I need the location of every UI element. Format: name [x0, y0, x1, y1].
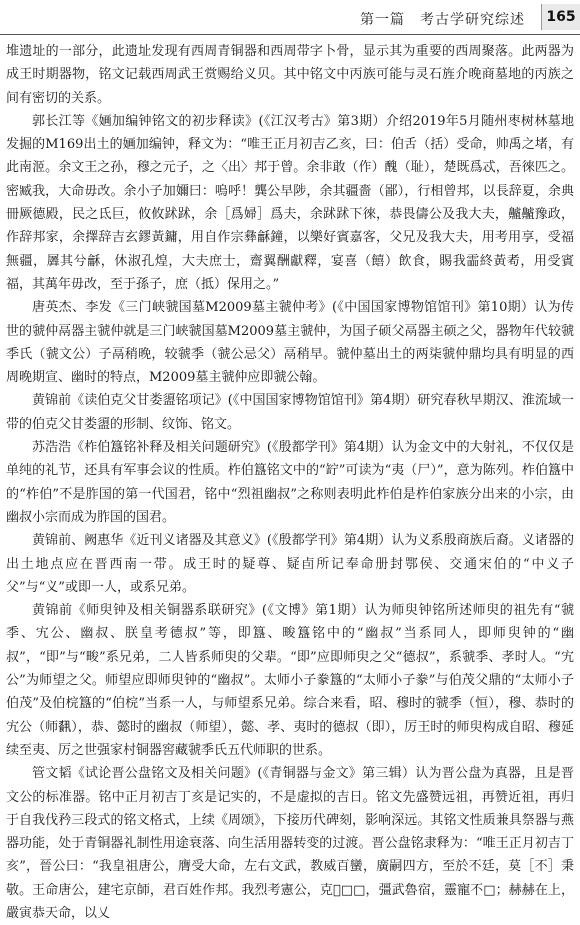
- paragraph: 郭长江等《婳加编钟铭文的初步释读》(《江汉考古》第3期）介绍2019年5月随州枣树林墓地发掘的M169出土的婳加编钟，释文为：“唯王正月初吉乙亥，曰：伯舌（括）受命，帅禹之堵，有此南洍。余文王之孙，穆之元子，之〈出〉邦于曾。余非敢（作）醜（耻），楚既爲忒，吾徠匹之。密臧我，大命毋改。余小子加嬭曰：嗚呼！龔公早陟，余其疆嗇（鄙），行相曾邦，以長辞夏，余典冊厥德殿，民之氐巨，攸攸䟣䟣，余［爲婦］爲夫，余䟣䟣下徠，恭畏儔公及我大夫，齇齇豫政，作辞邦家，余擇辞吉玄鏐黃鏞，用自作宗彝龢鐘，以樂好賓嘉客，父兄及我大夫，用考用享，受福無疆，羼其兮龢，休淑孔煌，大夫庶士，齋翼酬獻釋，宴喜（饎）飲食，賜我霝終黃耇，用受賓福，其萬年毋改，至于孫子，庶（抵）保用之。”: [6, 113, 574, 292]
- page-header: [0, 0, 580, 35]
- paragraph: 管文韬《试论晋公盘铭文及相关问题》(《青铜器与金文》第三辑）认为晋公盘为真器，且是晋文公的标准器。铭中正月初吉丁亥是记实的，不是虚拟的吉日。铭文先盛赞远祖，再赞近祖，再归于自我伐矜三段式的铭文格式，上续《周颂》，下接历代碑刻，影响深远。其铭文性质兼具祭器与燕器功能，处于青铜器礼制性用途衰落、向生活用器转变的过渡。晋公盘铭隶释为：“唯王正月初吉丁亥”，晉公曰：“我皇祖唐公，膺受大命，左右文武，教威百蠻，廣嗣四方，至於不廷，莫［不］秉敬。王命唐公，建宅京師，君百姓作邦。我烈考憲公，克𠑇□□，彊武魯宿，靈寵不□；赫赫在上，嚴寅恭天命，以乂: [6, 766, 574, 921]
- paragraph: 黄锦前、阙惠华《近刊义诸器及其意义》(《殷都学刊》第4期）认为义系殷商族后裔。义诸器的出土地点应在晋西南一带。成王时的疑尊、疑卣所记奉命册封鄂侯、交通宋伯的“中义子父”与“义”或即一人，或系兄弟。: [6, 533, 574, 595]
- page-number: 165: [546, 9, 576, 25]
- paragraph: 黄锦前《读伯克父甘娄盨铭项记》(《中国国家博物馆馆刊》第4期）研究春秋早期汉、淮流域一带的伯克父甘娄盨的形制、纹饰、铭文。: [6, 393, 574, 432]
- paragraph: 堆遗址的一部分，此遗址发现有西周青铜器和西周带字卜骨，显示其为重要的西周聚落。此两器为成王时期器物，铭文记载西周武王赏赐给义贝。其中铭文中丙族可能与灵石旌介晚商墓地的丙族之间有密切的关系。: [6, 44, 574, 106]
- paragraph: 苏浩浩《柞伯簋铭补释及相关问题研究》(《殷都学刊》第4期）认为金文中的大射礼，不仅仅是单纯的礼节，还具有军事会议的性质。柞伯簋铭文中的“䍆”可读为“夷（尸）”，意为陈列。柞伯簋中的“柞伯”不是胙国的第一代国君，铭中“烈祖幽叔”之称则表明此柞伯是柞伯家族分出来的小宗，由幽叔小宗而成为胙国的国君。: [6, 440, 574, 525]
- page-number-box: [541, 4, 580, 30]
- article-body: [6, 40, 574, 921]
- paragraph: 唐英杰、李发《三门峡虢国墓M2009墓主虢仲考》(《中国国家博物馆馆刊》第10期）认为传世的虢仲鬲器主虢仲就是三门峡虢国墓M2009墓主虢仲，为国子硕父鬲器主硕之父，器物年代较虢季氏（虢文公）子鬲稍晚，较虢季（虢公忌父）鬲稍早。虢仲墓出土的两柒虢仲鼎均具有明显的西周晚期宣、幽时的特点，M2009墓主虢仲应即虢公翰。: [6, 300, 574, 386]
- chapter-title: 第一篇 考古学研究综述: [360, 12, 525, 28]
- paragraph: 黄锦前《师臾钟及相关铜器系联研究》(《文博》第1期）认为师臾钟铭所述师臾的祖先有“虢季、宄公、幽叔、朕皇考德叔”等，即簋、畯簋铭中的“幽叔”当系同人，即师臾钟的“幽叔”，“即”与“畯”系兄弟，二人皆系师臾的父辈。“即”应即师臾之父“德叔”，系虢季、孝时人。“宄公”为师望之父。师望应即师臾钟的“幽叔”。太师小子豢簋的“太师小子豢”与伯茂父鼎的“太师小子伯茂”及伯梡簋的“伯梡”当系一人，与师望系兄弟。综合来看，昭、穆时的虢季（恒），穆、恭时的宄公（师𩛥），恭、懿时的幽叔（师望），懿、孝、夷时的德叔（即），厉王时的师臾构成自昭、穆延续至夷、厉之世强家村铜器窖藏虢季氏五代师职的世系。: [6, 603, 574, 758]
